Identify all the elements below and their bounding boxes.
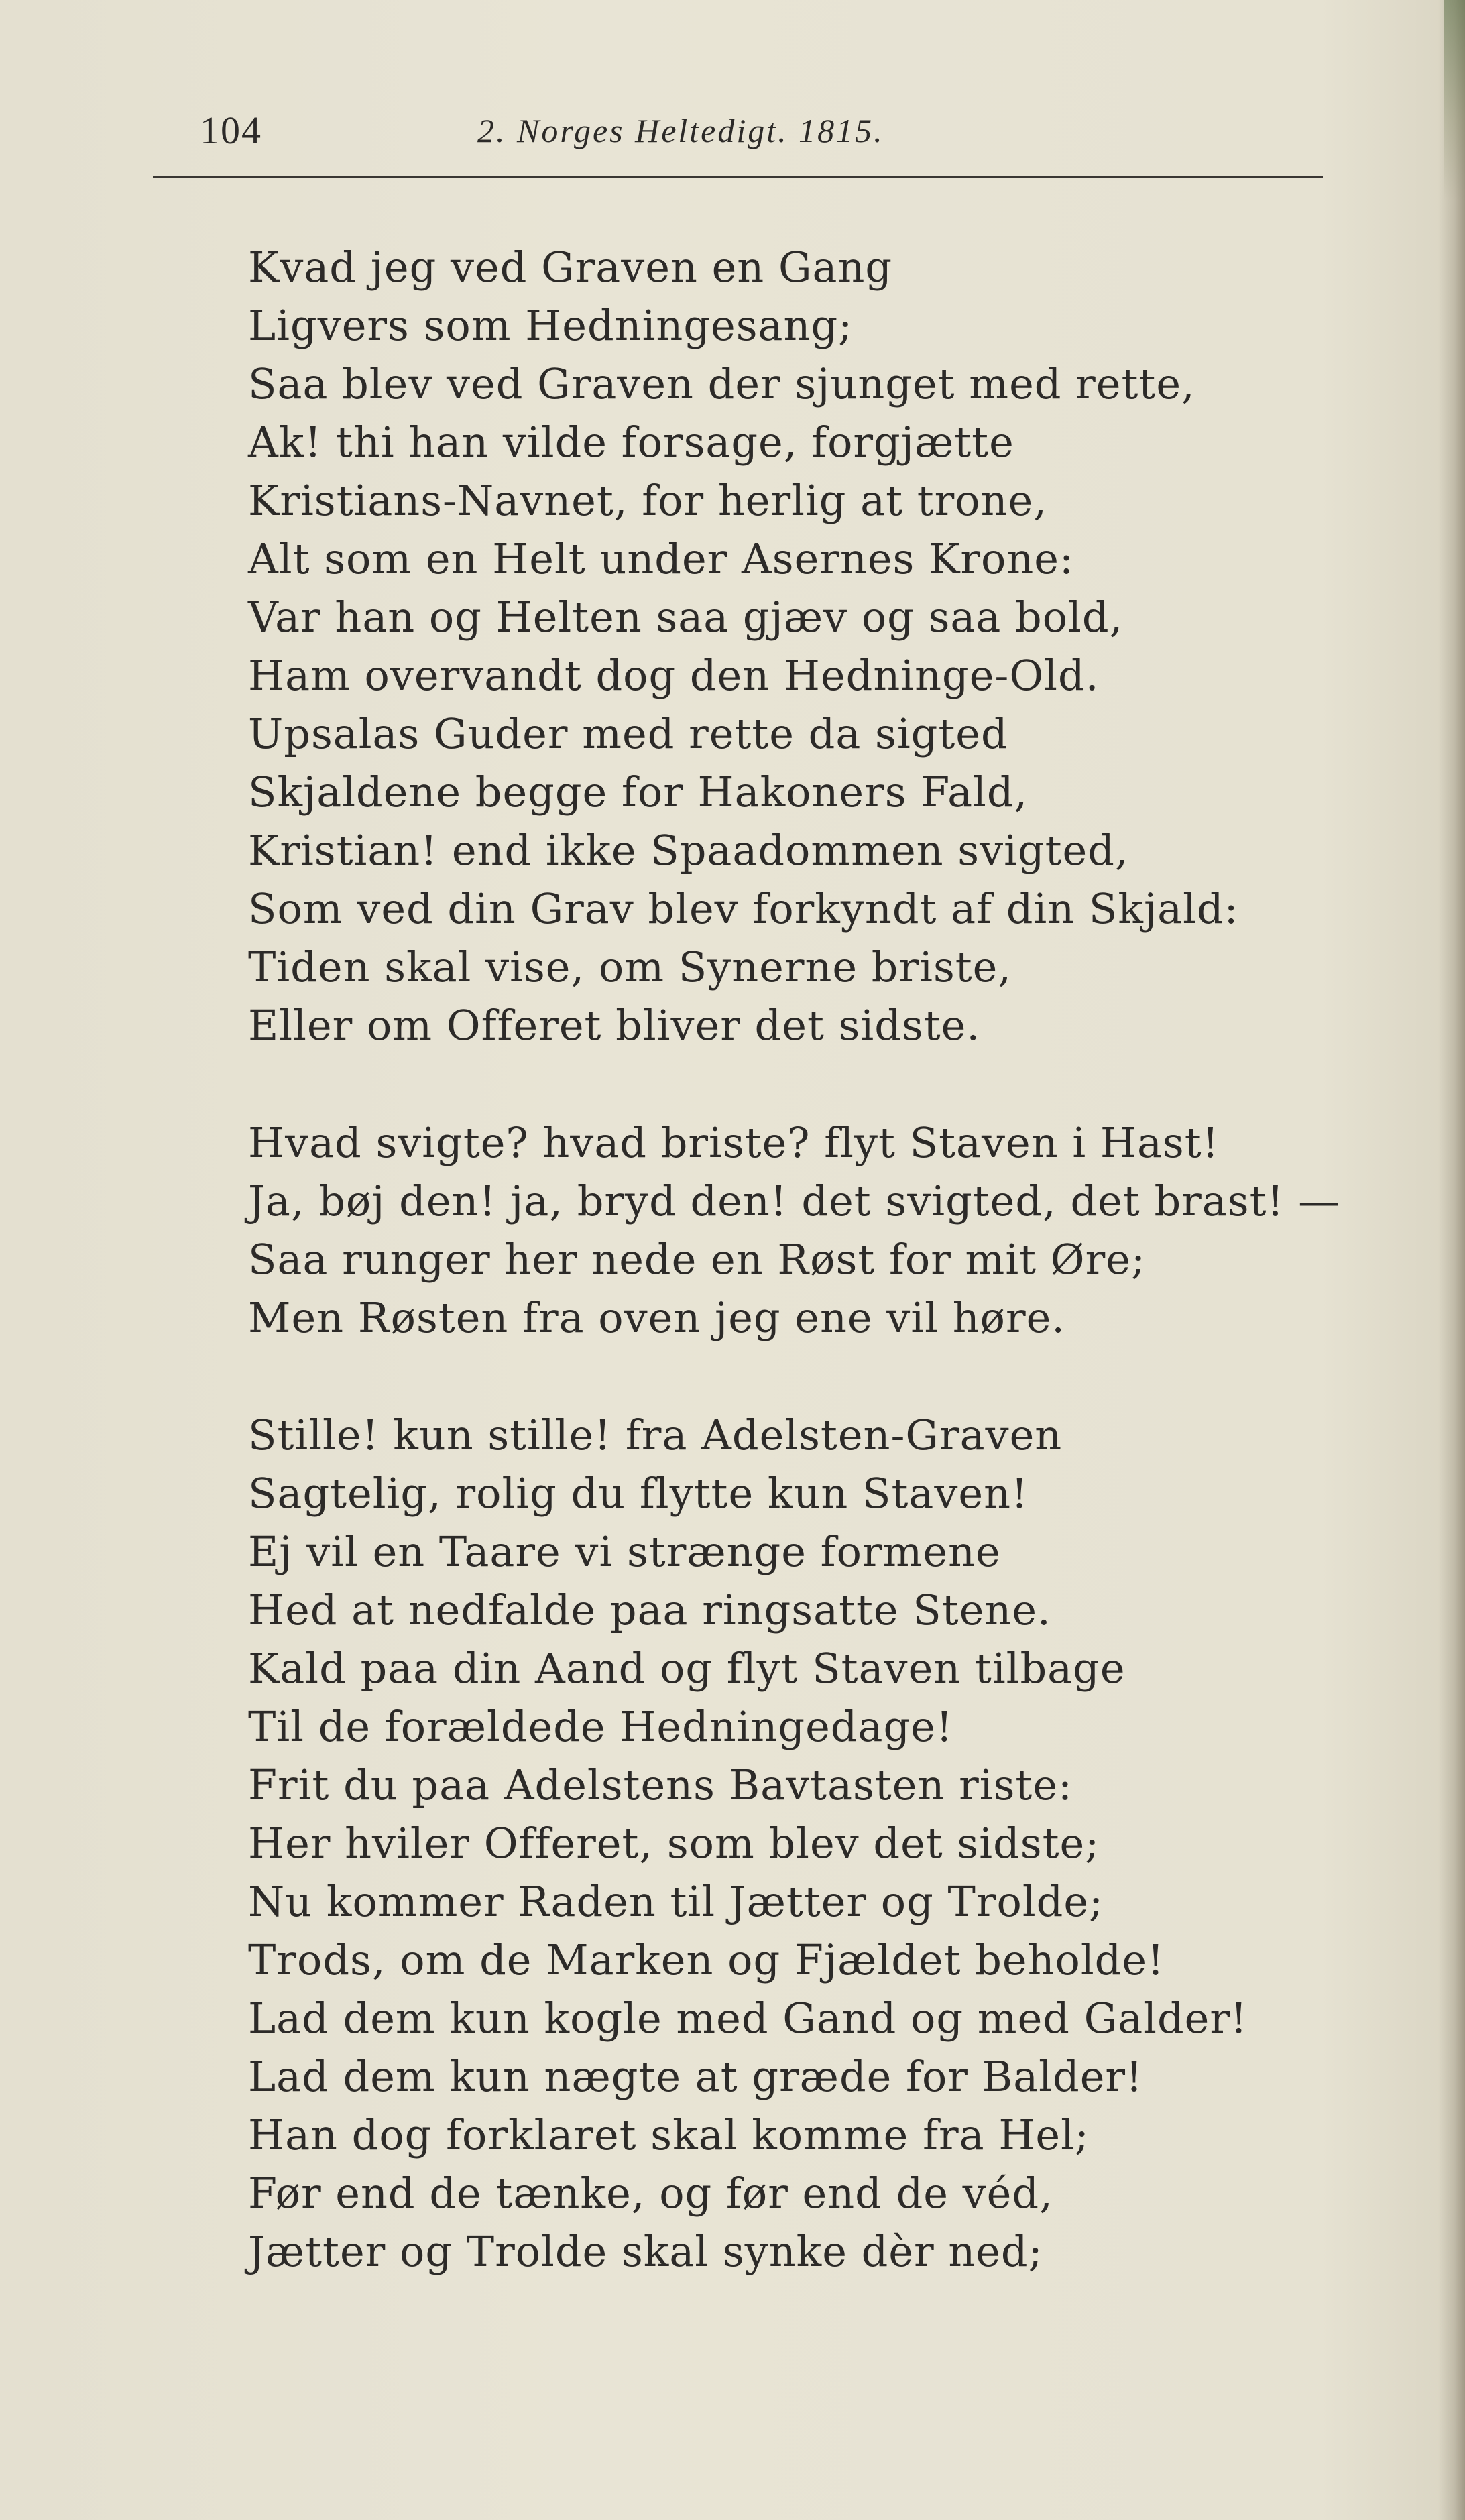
- poem-line: Her hviler Offeret, som blev det sidste;: [248, 1819, 1100, 1868]
- poem-line: Kristians-Navnet, for herlig at trone,: [248, 476, 1047, 525]
- stanza-3: [248, 1406, 1334, 2281]
- poem-line: Lad dem kun nægte at græde for Balder!: [248, 2052, 1143, 2101]
- poem-line: Saa blev ved Graven der sjunget med rette,: [248, 359, 1195, 408]
- poem-line: Før end de tænke, og før end de véd,: [248, 2169, 1053, 2218]
- poem-line: Upsalas Guder med rette da sigted: [248, 709, 1008, 758]
- poem-text: [248, 238, 1341, 2281]
- poem-line: Trods, om de Marken og Fjældet beholde!: [248, 1935, 1165, 1984]
- poem-line: Ligvers som Hedningesang;: [248, 301, 854, 350]
- poem-line: Sagtelig, rolig du flytte kun Staven!: [248, 1469, 1029, 1518]
- poem-line: Var han og Helten saa gjæv og saa bold,: [248, 593, 1124, 642]
- poem-line: Som ved din Grav blev forkyndt af din Skjald:: [248, 884, 1239, 933]
- poem-line: Hvad svigte? hvad briste? flyt Staven i Hast!: [248, 1118, 1220, 1167]
- poem-line: Ak! thi han vilde forsage, forgjætte: [248, 418, 1014, 467]
- page-edge-stain: [1444, 0, 1465, 201]
- poem-line: Kvad jeg ved Graven en Gang: [248, 243, 893, 292]
- poem-line: Skjaldene begge for Hakoners Fald,: [248, 768, 1029, 817]
- poem-line: Hed at nedfalde paa ringsatte Stene.: [248, 1585, 1051, 1634]
- page-header: [153, 101, 1320, 161]
- poem-line: Ham overvandt dog den Hedninge-Old.: [248, 651, 1100, 700]
- poem-line: Eller om Offeret bliver det sidste.: [248, 1001, 981, 1050]
- poem-line: Alt som en Helt under Asernes Krone:: [248, 534, 1074, 583]
- stanza-2: [248, 1114, 1341, 1347]
- page-number: 104: [200, 109, 262, 152]
- running-title: 2. Norges Heltedigt. 1815.: [477, 112, 884, 149]
- poem-line: Kristian! end ikke Spaadommen svigted,: [248, 826, 1129, 875]
- stanza-1: [248, 238, 1334, 1055]
- poem-line: Men Røsten fra oven jeg ene vil høre.: [248, 1293, 1065, 1342]
- poem-line: Han dog forklaret skal komme fra Hel;: [248, 2110, 1090, 2159]
- poem-line: Ej vil en Taare vi strænge formene: [248, 1527, 1001, 1576]
- poem-line: Ja, bøj den! ja, bryd den! det svigted, det brast! —: [248, 1177, 1341, 1225]
- poem-line: Frit du paa Adelstens Bavtasten riste:: [248, 1760, 1073, 1809]
- poem-line: Tiden skal vise, om Synerne briste,: [248, 943, 1012, 992]
- header-rule: [153, 176, 1323, 178]
- poem-line: Kald paa din Aand og flyt Staven tilbage: [248, 1644, 1126, 1693]
- poem-line: Til de forældede Hedningedage!: [248, 1702, 953, 1751]
- page-edge-shadow: [1438, 0, 1465, 2520]
- poem-line: Saa runger her nede en Røst for mit Øre;: [248, 1235, 1146, 1284]
- poem-line: Nu kommer Raden til Jætter og Trolde;: [248, 1877, 1104, 1926]
- poem-line: Stille! kun stille! fra Adelsten-Graven: [248, 1411, 1063, 1459]
- poem-line: Jætter og Trolde skal synke dèr ned;: [248, 2227, 1043, 2276]
- poem-line: Lad dem kun kogle med Gand og med Galder!: [248, 1994, 1248, 2043]
